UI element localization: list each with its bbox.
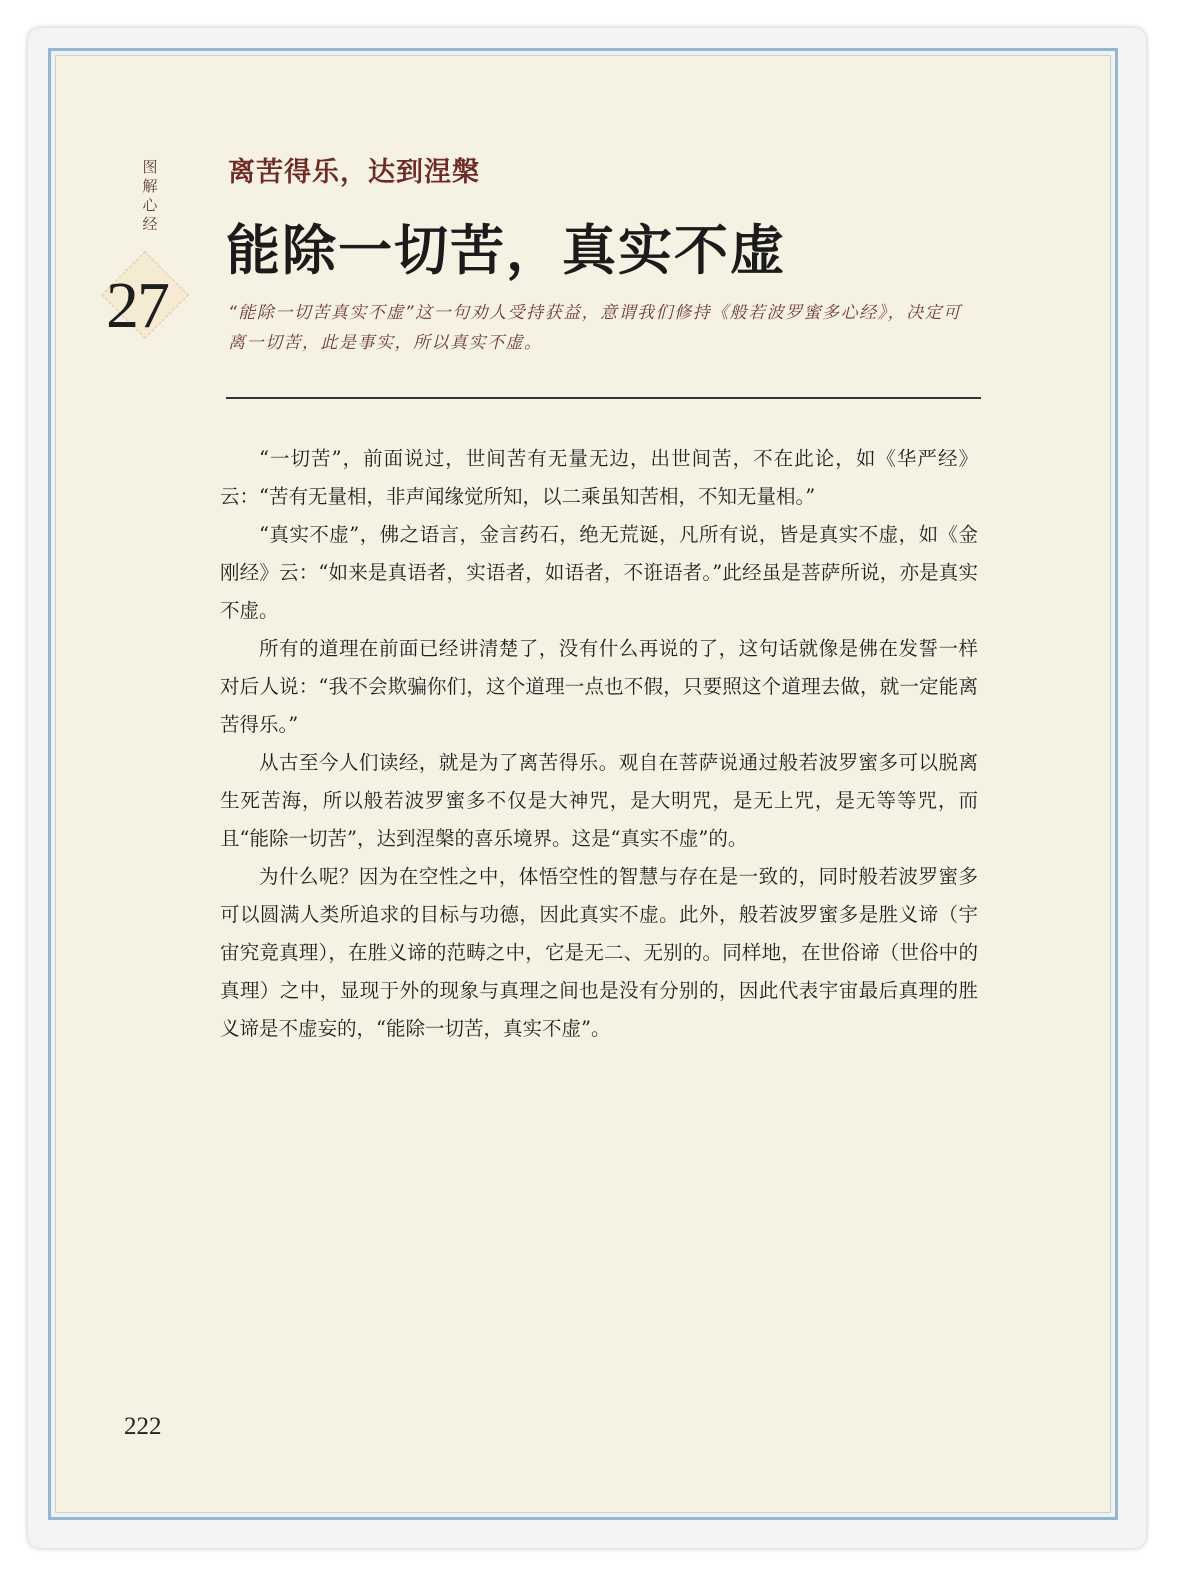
chapter-number: 27 [106, 269, 168, 342]
page-number: 222 [124, 1413, 162, 1440]
body-text [220, 440, 978, 1048]
page-title: 能除一切苦，真实不虚 [226, 219, 786, 282]
paragraph: 所有的道理在前面已经讲清楚了，没有什么再说的了，这句话就像是佛在发誓一样对后人说：“我不会欺骗你们，这个道理一点也不假，只要照这个道理去做，就一定能离苦得乐。” [220, 637, 978, 736]
divider-line [226, 397, 981, 399]
intro-text: “能除一切苦真实不虚”这一句劝人受持获益，意谓我们修持《般若波罗蜜多心经》，决定可离一切苦，此是事实，所以真实不虚。 [228, 303, 962, 353]
series-label: 图 解 心 经 [142, 158, 158, 233]
paragraph: “一切苦”，前面说过，世间苦有无量无边，出世间苦，不在此论，如《华严经》云：“苦有无量相，非声闻缘觉所知，以二乘虽知苦相，不知无量相。” [220, 447, 978, 508]
section-subtitle: 离苦得乐，达到涅槃 [228, 157, 480, 188]
paragraph: 为什么呢？因为在空性之中，体悟空性的智慧与存在是一致的，同时般若波罗蜜多可以圆满人类所追求的目标与功德，因此真实不虚。此外，般若波罗蜜多是胜义谛（宇宙究竟真理），在胜义谛的范畴之中，它是无二、无别的。同样地，在世俗谛（世俗中的真理）之中，显现于外的现象与真理之间也是没有分别的，因此代表宇宙最后真理的胜义谛是不虚妄的，“能除一切苦，真实不虚”。 [220, 865, 978, 1040]
paragraph: 从古至今人们读经，就是为了离苦得乐。观自在菩萨说通过般若波罗蜜多可以脱离生死苦海，所以般若波罗蜜多不仅是大神咒，是大明咒，是无上咒，是无等等咒，而且“能除一切苦”，达到涅槃的喜乐境界。这是“真实不虚”的。 [220, 751, 978, 850]
paragraph: “真实不虚”，佛之语言，金言药石，绝无荒诞，凡所有说，皆是真实不虚，如《金刚经》云：“如来是真语者，实语者，如语者，不诳语者。”此经虽是菩萨所说，亦是真实不虚。 [220, 523, 978, 622]
